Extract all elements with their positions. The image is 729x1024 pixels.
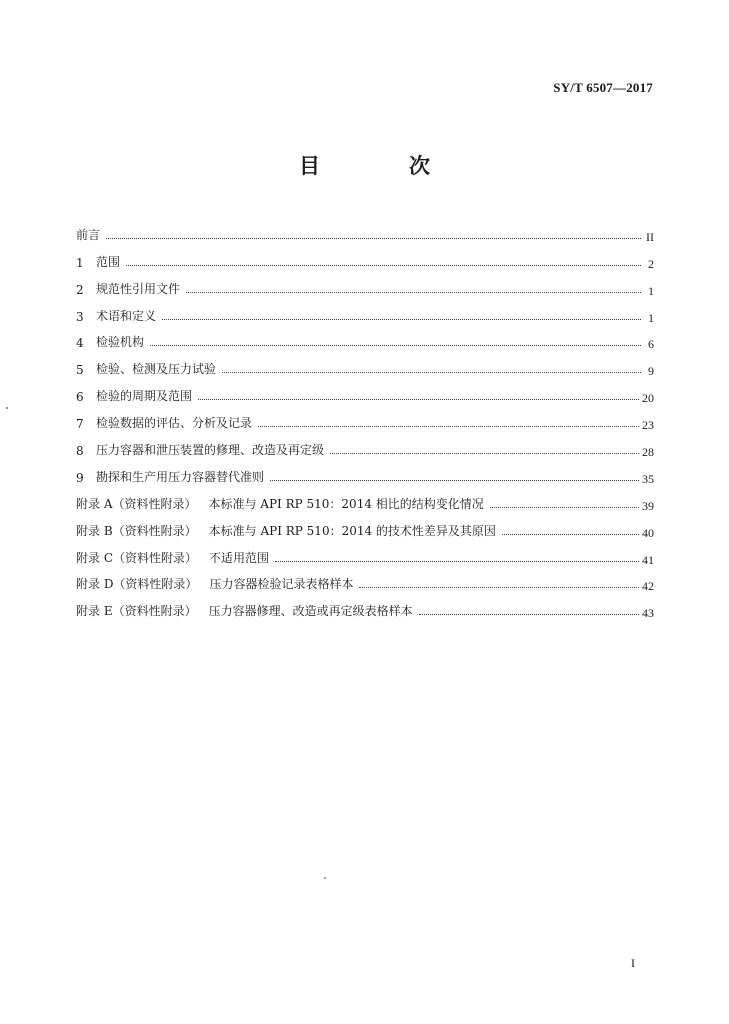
toc-entry-title: 本标准与 API RP 510：2014 相比的结构变化情况 xyxy=(208,496,484,511)
toc-entry[interactable] xyxy=(76,485,654,512)
toc-entry-title: 范围 xyxy=(96,254,121,269)
toc-entry[interactable] xyxy=(76,324,654,351)
toc-entry[interactable] xyxy=(76,404,654,431)
toc-entry-page: 28 xyxy=(642,445,654,460)
toc-entry-appendix-label: 附录 D（资料性附录） xyxy=(76,577,198,592)
toc-entry-appendix-label: 附录 E（资料性附录） xyxy=(76,604,197,619)
toc-entry[interactable] xyxy=(76,377,654,404)
toc-entry-title: 检验数据的评估、分析及记录 xyxy=(96,416,253,431)
toc-entry-number: 5 xyxy=(76,363,84,378)
toc-leader-dots xyxy=(150,345,641,346)
toc-entry-title: 规范性引用文件 xyxy=(96,281,181,296)
toc-entry-page: 6 xyxy=(648,337,654,352)
toc-entry-title: 压力容器修理、改造或再定级表格样本 xyxy=(208,604,413,619)
toc-entry-title: 前言 xyxy=(76,227,101,242)
toc-leader-dots xyxy=(258,426,639,427)
toc-entry[interactable] xyxy=(76,350,654,377)
toc-entry-appendix-label: 附录 B（资料性附录） xyxy=(76,523,197,538)
toc-entry-page: 23 xyxy=(642,418,654,433)
toc-entry-page: 40 xyxy=(642,525,654,540)
toc-entry-title: 压力容器和泄压装置的修理、改造及再定级 xyxy=(96,443,325,458)
toc-leader-dots xyxy=(186,292,641,293)
toc-entry-number: 1 xyxy=(76,255,84,270)
toc-leader-dots xyxy=(419,614,639,615)
toc-entry[interactable] xyxy=(76,431,654,458)
toc-entry-title: 勘探和生产用压力容器替代准则 xyxy=(96,469,265,484)
page-title: 目 次 xyxy=(299,154,464,178)
toc-entry-number: 3 xyxy=(76,309,84,324)
toc-entry-page: 42 xyxy=(642,579,654,594)
toc-entry[interactable] xyxy=(76,592,654,619)
scan-speck xyxy=(324,877,326,879)
toc-entry-appendix-label: 附录 A（资料性附录） xyxy=(76,496,197,511)
toc-entry[interactable] xyxy=(76,512,654,539)
toc-entry-title: 本标准与 API RP 510：2014 的技术性差异及其原因 xyxy=(208,523,496,538)
toc-leader-dots xyxy=(275,561,639,562)
toc-entry-title: 不适用范围 xyxy=(209,550,270,565)
toc-leader-dots xyxy=(330,453,639,454)
toc-entry-title: 压力容器检验记录表格样本 xyxy=(209,577,354,592)
toc-entry-number: 7 xyxy=(76,417,84,432)
toc-leader-dots xyxy=(222,372,641,373)
toc-entry[interactable] xyxy=(76,539,654,566)
toc-entry-page: 35 xyxy=(642,471,654,486)
table-of-contents xyxy=(76,216,654,619)
toc-entry-number: 2 xyxy=(76,282,84,297)
toc-entry-title: 检验机构 xyxy=(96,335,145,350)
toc-entry-page: 2 xyxy=(648,256,654,271)
toc-entry-page: 1 xyxy=(648,283,654,298)
toc-entry-page: 41 xyxy=(642,552,654,567)
toc-leader-dots xyxy=(126,265,641,266)
toc-entry-title: 检验的周期及范围 xyxy=(96,389,193,404)
toc-leader-dots xyxy=(490,507,639,508)
toc-entry-page: 1 xyxy=(648,310,654,325)
toc-entry-page: 43 xyxy=(642,606,654,621)
toc-entry-title: 检验、检测及压力试验 xyxy=(96,362,217,377)
toc-leader-dots xyxy=(106,238,641,239)
standard-code: SY/T 6507—2017 xyxy=(553,80,653,95)
toc-entry[interactable] xyxy=(76,566,654,593)
toc-entry-page: 9 xyxy=(648,364,654,379)
toc-entry-page: II xyxy=(646,229,654,244)
toc-entry-title: 术语和定义 xyxy=(96,308,157,323)
page-number: I xyxy=(631,956,635,970)
toc-leader-dots xyxy=(502,534,639,535)
toc-entry[interactable] xyxy=(76,458,654,485)
toc-entry-number: 9 xyxy=(76,470,84,485)
toc-entry[interactable] xyxy=(76,216,654,243)
toc-entry-number: 4 xyxy=(76,336,84,351)
toc-leader-dots xyxy=(270,480,639,481)
toc-leader-dots xyxy=(359,587,639,588)
toc-entry-number: 8 xyxy=(76,444,84,459)
scan-speck xyxy=(6,407,8,409)
toc-entry[interactable] xyxy=(76,270,654,297)
toc-entry-page: 20 xyxy=(642,391,654,406)
toc-entry[interactable] xyxy=(76,243,654,270)
toc-entry-number: 6 xyxy=(76,390,84,405)
toc-entry-appendix-label: 附录 C（资料性附录） xyxy=(76,550,197,565)
toc-entry-page: 39 xyxy=(642,498,654,513)
toc-leader-dots xyxy=(198,399,639,400)
toc-leader-dots xyxy=(162,319,641,320)
toc-entry[interactable] xyxy=(76,297,654,324)
